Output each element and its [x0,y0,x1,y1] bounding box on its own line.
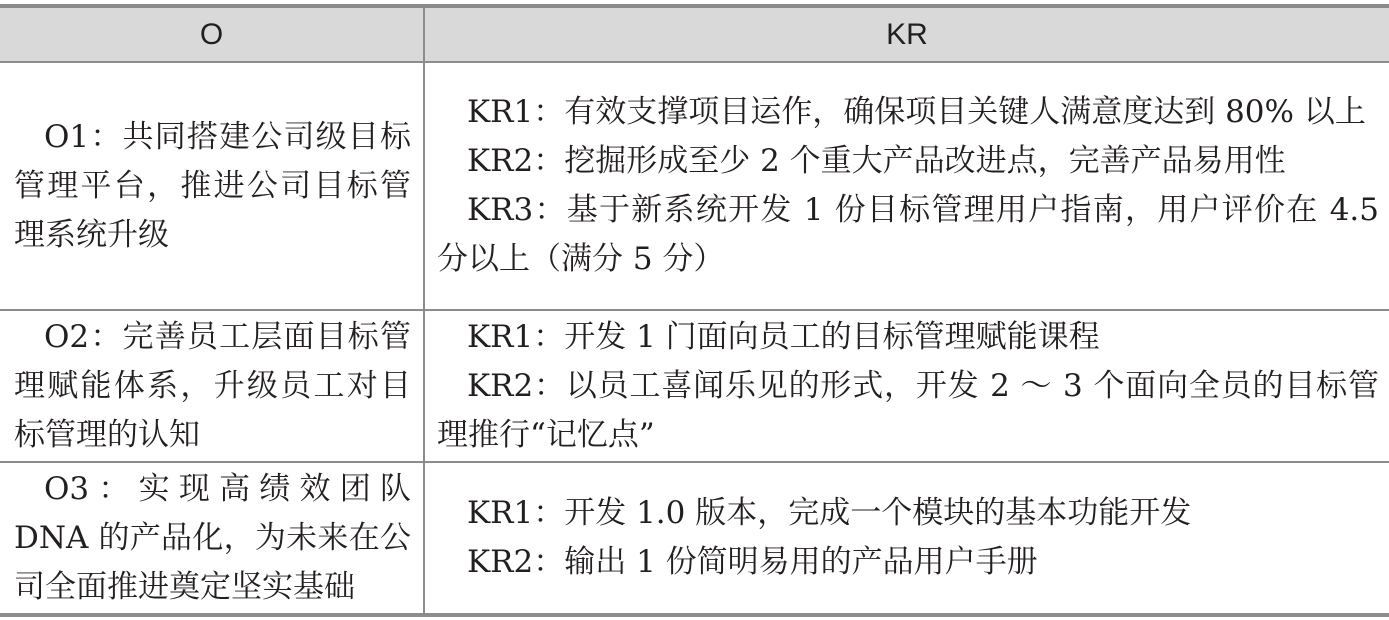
key-result-item: KR2：输出 1 份简明易用的产品用户手册 [467,544,1038,580]
key-result-item: KR1：有效支撑项目运作，确保项目关键人满意度达到 80% 以上 [467,94,1366,130]
key-results-cell [424,462,1389,615]
objective-text: O2：完善员工层面目标管理赋能体系，升级员工对目标管理的认知 [14,318,411,453]
objective-text: O1：共同搭建公司级目标管理平台，推进公司目标管理系统升级 [14,118,411,253]
table-row [0,462,1389,615]
okr-table [0,4,1389,617]
key-result-item: KR2：挖掘形成至少 2 个重大产品改进点，完善产品易用性 [467,143,1286,179]
key-result-item: KR2：以员工喜闻乐见的形式，开发 2 ～ 3 个面向全员的目标管理推行“记忆点” [437,367,1379,453]
objective-cell [0,310,424,462]
objective-cell [0,62,424,310]
key-results-cell [424,310,1389,462]
table-row [0,62,1389,310]
header-row [0,6,1389,62]
header-objective: O [0,6,424,62]
key-result-item: KR1：开发 1.0 版本，完成一个模块的基本功能开发 [467,495,1192,531]
objective-cell [0,462,424,615]
objective-text: O3：实现高绩效团队 DNA 的产品化，为未来在公司全面推进奠定坚实基础 [14,470,411,605]
key-result-item: KR3：基于新系统开发 1 份目标管理用户指南，用户评价在 4.5 分以上（满分 5 分） [437,192,1379,277]
key-result-item: KR1：开发 1 门面向员工的目标管理赋能课程 [467,318,1100,355]
header-key-results: KR [424,6,1389,62]
key-results-cell [424,62,1389,310]
table-row [0,310,1389,462]
